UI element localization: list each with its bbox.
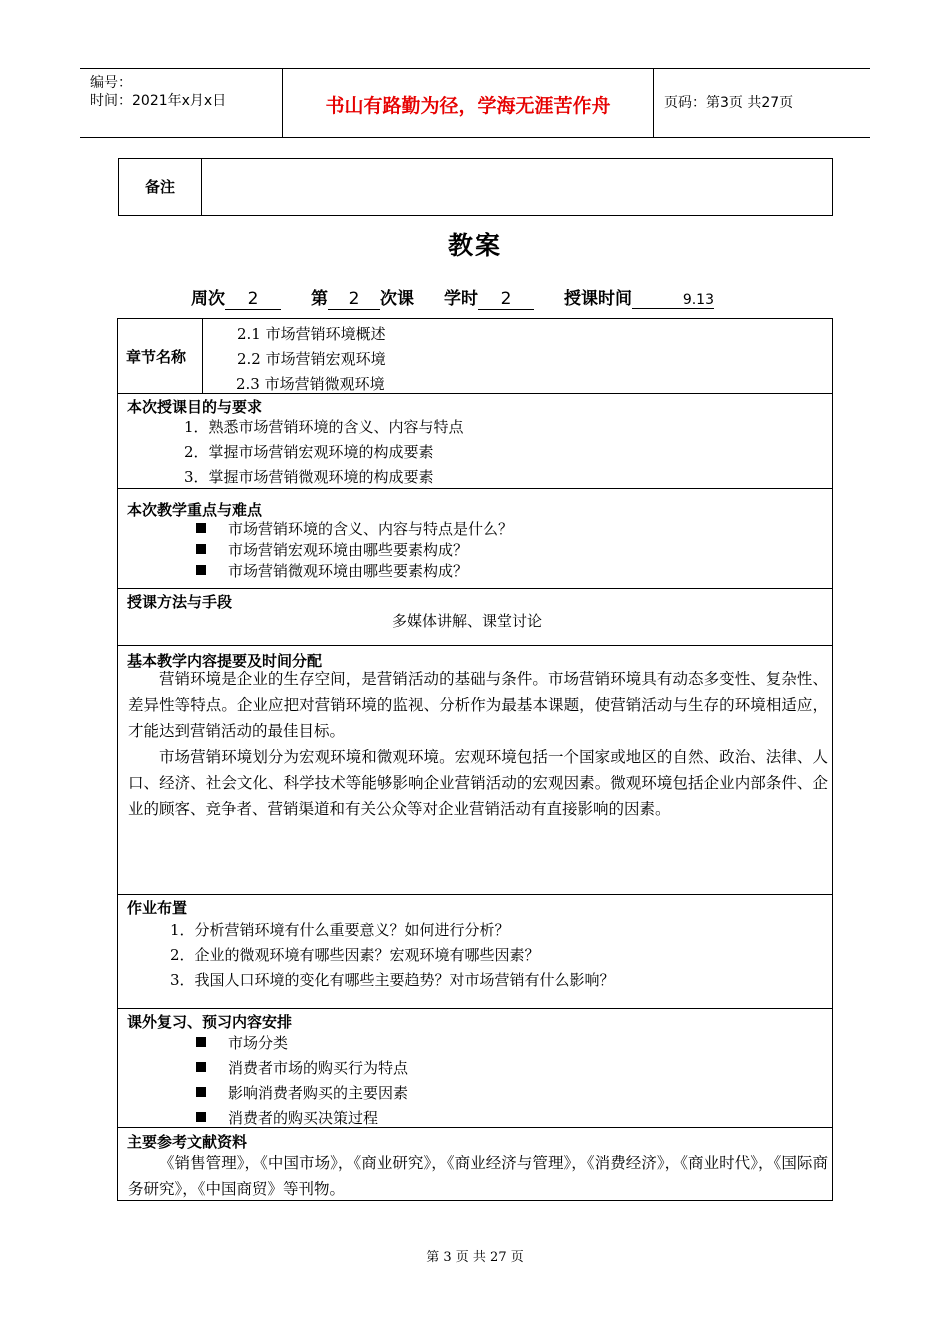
review-item: 影响消费者购买的主要因素 bbox=[196, 1082, 408, 1103]
zhouci-value: 2 bbox=[225, 289, 281, 310]
chapter-label: 章节名称 bbox=[126, 348, 187, 366]
row-divider bbox=[118, 894, 832, 895]
row-divider bbox=[118, 1127, 832, 1128]
content-label: 基本教学内容提要及时间分配 bbox=[127, 652, 323, 670]
row-divider bbox=[118, 588, 832, 589]
zhouci-label: 周次 bbox=[191, 289, 225, 309]
keypoints-label: 本次教学重点与难点 bbox=[127, 501, 263, 519]
homework-item: 1．分析营销环境有什么重要意义？如何进行分析？ bbox=[170, 921, 510, 939]
time-label: 时间：2021年x月x日 bbox=[90, 93, 227, 109]
doc-title: 教案 bbox=[447, 231, 502, 260]
bullet-square-icon bbox=[196, 1087, 206, 1097]
keypoint-item: 市场营销微观环境由哪些要素构成？ bbox=[196, 560, 468, 581]
goal-item: 3．掌握市场营销微观环境的构成要素 bbox=[184, 468, 434, 486]
chapter-label-cell bbox=[118, 319, 203, 393]
review-item: 消费者市场的购买行为特点 bbox=[196, 1057, 408, 1078]
di-value: 2 bbox=[328, 289, 380, 310]
xueshi-value: 2 bbox=[478, 289, 534, 310]
homework-item: 3．我国人口环境的变化有哪些主要趋势？对市场营销有什么影响？ bbox=[170, 971, 615, 989]
chapter-item: 2.2 市场营销宏观环境 bbox=[237, 350, 386, 368]
lesson-plan-table bbox=[117, 318, 833, 1201]
homework-item: 2．企业的微观环境有哪些因素？宏观环境有哪些因素？ bbox=[170, 946, 540, 964]
bullet-square-icon bbox=[196, 1112, 206, 1122]
goal-item: 1．熟悉市场营销环境的含义、内容与特点 bbox=[184, 418, 464, 436]
header-meta-cell bbox=[80, 69, 283, 137]
goals-label: 本次授课目的与要求 bbox=[127, 398, 263, 416]
chapter-item: 2.1 市场营销环境概述 bbox=[237, 325, 386, 343]
remark-label: 备注 bbox=[119, 159, 202, 215]
content-paragraph: 市场营销环境划分为宏观环境和微观环境。宏观环境包括一个国家或地区的自然、政治、法律、人口、经济、社会文化、科学技术等能够影响企业营销活动的宏观因素。微观环境包括企业内部条件、企业的顾客、竞争者、营销渠道和有关公众等对企业营销活动有直接影响的因素。 bbox=[128, 748, 828, 818]
time-label-week: 授课时间 bbox=[564, 289, 632, 309]
goal-item: 2．掌握市场营销宏观环境的构成要素 bbox=[184, 443, 434, 461]
review-label: 课外复习、预习内容安排 bbox=[127, 1013, 293, 1031]
row-divider bbox=[118, 488, 832, 489]
review-item: 市场分类 bbox=[196, 1032, 288, 1053]
row-divider bbox=[118, 645, 832, 646]
review-item: 消费者的购买决策过程 bbox=[196, 1107, 378, 1128]
page-footer: 第 3 页 共 27 页 bbox=[426, 1250, 524, 1265]
cike-label: 次课 bbox=[380, 289, 414, 309]
header-table bbox=[80, 68, 870, 138]
bullet-square-icon bbox=[196, 523, 206, 533]
row-divider bbox=[118, 1008, 832, 1009]
di-label: 第 bbox=[311, 289, 328, 309]
homework-label: 作业布置 bbox=[127, 899, 188, 917]
bullet-square-icon bbox=[196, 565, 206, 575]
keypoint-item: 市场营销宏观环境由哪些要素构成？ bbox=[196, 539, 468, 560]
week-line bbox=[191, 284, 714, 310]
content-paragraph: 营销环境是企业的生存空间，是营销活动的基础与条件。市场营销环境具有动态多变性、复杂性、差异性等特点。企业应把对营销环境的监视、分析作为最基本课题，使营销活动与生存的环境相适应，才能达到营销活动的最佳目标。 bbox=[128, 670, 828, 740]
motto-text: 书山有路勤为径，学海无涯苦作舟 bbox=[325, 95, 611, 117]
page-info: 页码：第3页 共27页 bbox=[664, 95, 794, 111]
bullet-square-icon bbox=[196, 544, 206, 554]
row-divider bbox=[118, 393, 832, 394]
references-text: 《销售管理》，《中国市场》，《商业研究》，《商业经济与管理》，《消费经济》，《商业时代》，《国际商务研究》，《中国商贸》等刊物。 bbox=[128, 1154, 828, 1198]
bullet-square-icon bbox=[196, 1062, 206, 1072]
keypoint-item: 市场营销环境的含义、内容与特点是什么？ bbox=[196, 518, 513, 539]
methods-label: 授课方法与手段 bbox=[127, 593, 233, 611]
remark-box bbox=[118, 158, 833, 216]
number-label: 编号： bbox=[90, 75, 132, 91]
chapter-item: 2.3 市场营销微观环境 bbox=[236, 375, 385, 393]
header-motto-cell bbox=[283, 69, 654, 137]
references-label: 主要参考文献资料 bbox=[127, 1133, 248, 1151]
xueshi-label: 学时 bbox=[444, 289, 478, 309]
time-value: 9.13 bbox=[632, 292, 714, 309]
methods-value: 多媒体讲解、课堂讨论 bbox=[392, 612, 543, 630]
bullet-square-icon bbox=[196, 1037, 206, 1047]
header-page-cell bbox=[654, 69, 870, 137]
